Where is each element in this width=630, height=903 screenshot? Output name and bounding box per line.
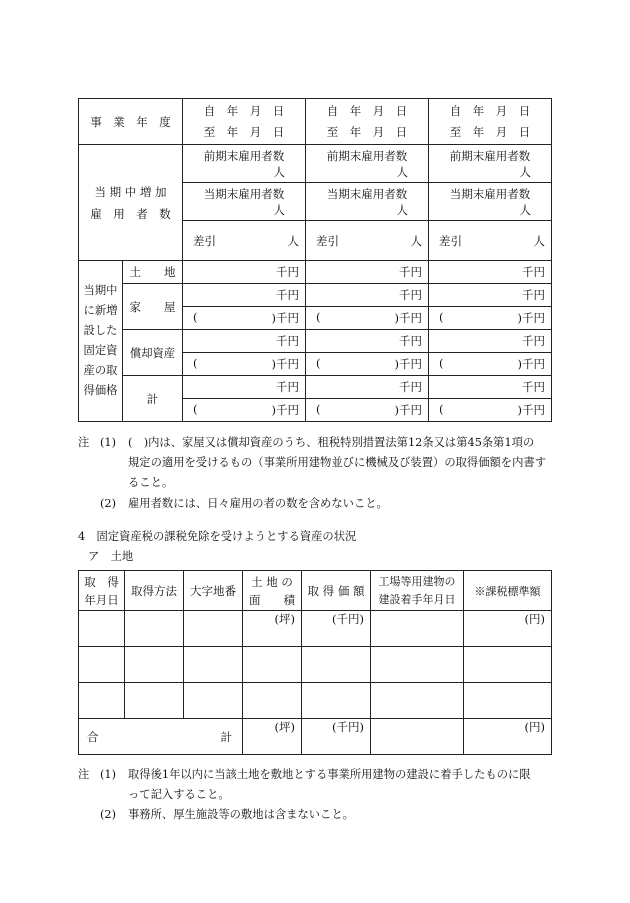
header-land-area: 土 地 の 面 積 bbox=[243, 571, 302, 611]
land-value: 千円 bbox=[306, 261, 429, 284]
depreciable-special-value: ( )千円 bbox=[306, 353, 429, 376]
house-special-value: ( )千円 bbox=[306, 307, 429, 330]
diff-cell: 差引 人 bbox=[183, 221, 306, 261]
house-value: 千円 bbox=[429, 284, 552, 307]
notes-1 bbox=[78, 433, 558, 514]
employment-asset-table bbox=[78, 98, 552, 422]
house-value: 千円 bbox=[183, 284, 306, 307]
note-text: ること。 bbox=[128, 476, 174, 489]
yen-unit: (円) bbox=[464, 719, 552, 755]
prev-employees-cell: 前期末雇用者数 人 bbox=[429, 145, 552, 183]
total-special-value: ( )千円 bbox=[183, 399, 306, 422]
area-unit: (坪) bbox=[243, 611, 302, 647]
period-cell: 自 年 月 日 至 年 月 日 bbox=[183, 99, 306, 145]
depreciable-special-value: ( )千円 bbox=[429, 353, 552, 376]
note-text: 規定の適用を受けるもの（事業所用建物並びに機械及び装置）の取得価額を内書す bbox=[128, 456, 546, 469]
land-asset-table bbox=[78, 570, 552, 755]
curr-employees-cell: 当期末雇用者数 人 bbox=[306, 183, 429, 221]
diff-cell: 差引 人 bbox=[306, 221, 429, 261]
price-unit: (千円) bbox=[302, 719, 371, 755]
area-unit: (坪) bbox=[243, 719, 302, 755]
house-label: 家 屋 bbox=[123, 284, 183, 330]
period-cell: 自 年 月 日 至 年 月 日 bbox=[429, 99, 552, 145]
house-special-value: ( )千円 bbox=[183, 307, 306, 330]
land-label: 土 地 bbox=[123, 261, 183, 284]
depreciable-special-value: ( )千円 bbox=[183, 353, 306, 376]
header-tax-standard: ※課税標準額 bbox=[464, 571, 552, 611]
section-4-title: 4 固定資産税の課税免除を受けようとする資産の状況 bbox=[78, 530, 357, 543]
header-acquisition-method: 取得方法 bbox=[125, 571, 184, 611]
total-special-value: ( )千円 bbox=[306, 399, 429, 422]
note-number: (2) bbox=[100, 497, 117, 510]
note-head: 注 bbox=[78, 436, 90, 449]
diff-cell: 差引 人 bbox=[429, 221, 552, 261]
prev-employees-cell: 前期末雇用者数 人 bbox=[183, 145, 306, 183]
note-number: (1) bbox=[100, 768, 117, 781]
prev-employees-cell: 前期末雇用者数 人 bbox=[306, 145, 429, 183]
table-row bbox=[79, 683, 552, 719]
house-value: 千円 bbox=[306, 284, 429, 307]
acquisition-price-label: 当期中 に新増 設した 固定資 産の取 得価格 bbox=[79, 261, 123, 422]
curr-employees-cell: 当期末雇用者数 人 bbox=[183, 183, 306, 221]
depreciable-value: 千円 bbox=[429, 330, 552, 353]
header-lot-number: 大字地番 bbox=[184, 571, 243, 611]
header-acquisition-price: 取 得 価 額 bbox=[302, 571, 371, 611]
total-label: 計 bbox=[123, 376, 183, 422]
yen-unit: (円) bbox=[464, 611, 552, 647]
total-value: 千円 bbox=[429, 376, 552, 399]
total-label: 合 計 bbox=[79, 719, 243, 755]
depreciable-label: 償却資産 bbox=[123, 330, 183, 376]
note-text: 取得後1年以内に当該土地を敷地とする事業所用建物の建設に着手したものに限 bbox=[128, 768, 531, 781]
note-text: 雇用者数には、日々雇用の者の数を含めないこと。 bbox=[128, 497, 388, 510]
period-cell: 自 年 月 日 至 年 月 日 bbox=[306, 99, 429, 145]
note-head: 注 bbox=[78, 768, 90, 781]
curr-employees-cell: 当期末雇用者数 人 bbox=[429, 183, 552, 221]
total-special-value: ( )千円 bbox=[429, 399, 552, 422]
note-text: 事務所、厚生施設等の敷地は含まないこと。 bbox=[128, 808, 354, 821]
land-subtitle: ア 土地 bbox=[88, 550, 134, 563]
note-number: (1) bbox=[100, 436, 117, 449]
total-value: 千円 bbox=[183, 376, 306, 399]
notes-2 bbox=[78, 765, 558, 825]
note-text: ( )内は、家屋又は償却資産のうち、租税特別措置法第12条又は第45条第1項の bbox=[128, 436, 535, 449]
total-row bbox=[79, 719, 552, 755]
total-value: 千円 bbox=[306, 376, 429, 399]
business-year-label: 事 業 年 度 bbox=[79, 99, 183, 145]
note-text: って記入すること。 bbox=[128, 788, 230, 801]
land-value: 千円 bbox=[183, 261, 306, 284]
table-row bbox=[79, 611, 552, 647]
note-number: (2) bbox=[100, 808, 117, 821]
house-special-value: ( )千円 bbox=[429, 307, 552, 330]
depreciable-value: 千円 bbox=[306, 330, 429, 353]
land-value: 千円 bbox=[429, 261, 552, 284]
header-acquisition-date: 取 得 年月日 bbox=[79, 571, 125, 611]
depreciable-value: 千円 bbox=[183, 330, 306, 353]
header-construction-start: 工場等用建物の 建設着手年月日 bbox=[371, 571, 464, 611]
employee-increase-label: 当 期 中 増 加 雇 用 者 数 bbox=[79, 145, 183, 261]
table-row bbox=[79, 647, 552, 683]
price-unit: (千円) bbox=[302, 611, 371, 647]
